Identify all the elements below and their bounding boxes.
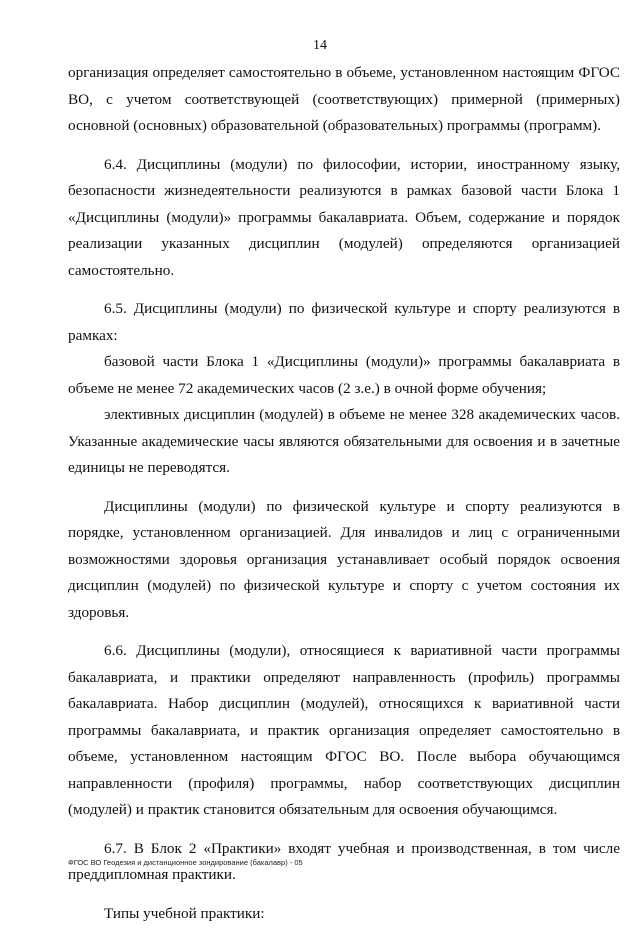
paragraph-6-5: 6.5. Дисциплины (модули) по физической культуре и спорту реализуются в рамках: — [68, 300, 620, 344]
paragraph-6-4: 6.4. Дисциплины (модули) по философии, истории, иностранному языку, безопасности жизнедеятельности реализуются в рамках базовой части Блока 1 «Дисциплины (модули)» программы бакалавриата. Объем, содержание и порядок реализации указанных дисциплин (модулей) определяются организацией самостоятельно. — [68, 155, 620, 279]
paragraph-6-6: 6.6. Дисциплины (модули), относящиеся к вариативной части программы бакалавриата, и практики определяют направленность (профиль) программы бакалавриата. Набор дисциплин (модулей), относящихся к вариативной части программы бакалавриата, и практик организация определяет самостоятельно в объеме, установленном настоящим ФГОС ВО. После выбора обучающимся направленности (профиля) программы, набор соответствующих дисциплин (модулей) и практик становится обязательным для освоения обучающимся. — [68, 642, 620, 818]
paragraph-continuation: организация определяет самостоятельно в объеме, установленном настоящим ФГОС ВО, с учетом соответствующей (соответствующих) примерной (примерных) основной (основных) образовательной (образовательных) программы (программ). — [68, 64, 620, 134]
paragraph-practice-types: Типы учебной практики: — [104, 904, 265, 922]
page-number: 14 — [313, 38, 327, 53]
paragraph-elective: элективных дисциплин (модулей) в объеме не менее 328 академических часов. Указанные академические часы являются обязательными для освоения и в зачетные единицы не переводятся. — [68, 406, 620, 476]
paragraph-basic-part: базовой части Блока 1 «Дисциплины (модули)» программы бакалавриата в объеме не менее 72 академических часов (2 з.е.) в очной форме обучения; — [68, 353, 620, 397]
page-footer: ФГОС ВО Геодезия и дистанционное зондирование (бакалавр) - 05 — [68, 858, 303, 867]
paragraph-pe-order: Дисциплины (модули) по физической культуре и спорту реализуются в порядке, установленном организацией. Для инвалидов и лиц с ограниченными возможностями здоровья организация устанавливает особый порядок освоения дисциплин (модулей) по физической культуре и спорту с учетом состояния их здоровья. — [68, 497, 620, 621]
document-body — [68, 60, 620, 939]
paragraph-6-7: 6.7. В Блок 2 «Практики» входят учебная и производственная, в том числе преддипломная практики. — [68, 839, 620, 883]
